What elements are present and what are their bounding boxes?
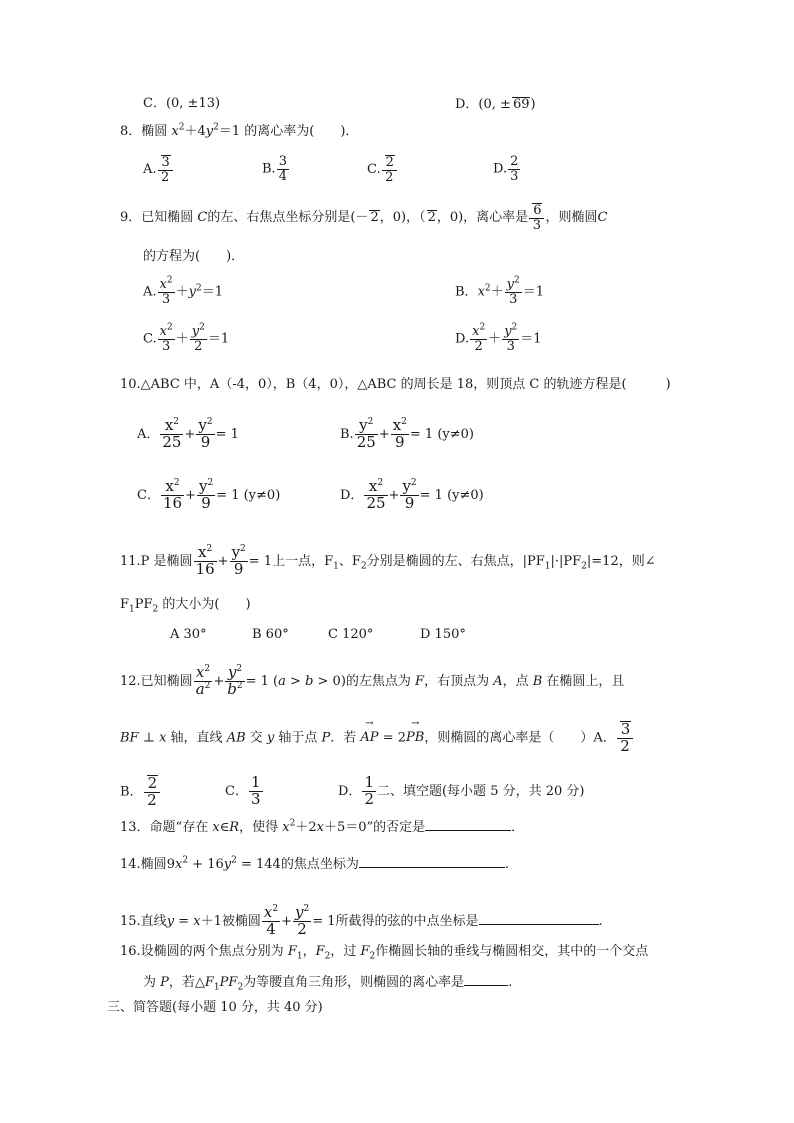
q10-option-d: D． $\frac{x^2}{25}$ + $\frac{y^2}{9}$ = 1 (y≠0): [340, 477, 484, 512]
q16-answer-blank[interactable]: [464, 973, 508, 986]
q11-option-d: D 150°: [420, 627, 466, 642]
q9-stem-line2: 的方程为( )．: [143, 249, 245, 264]
q8-option-c: C. $\frac{2}{2}$: [367, 155, 398, 184]
q11-option-a: A 30°: [170, 627, 207, 642]
section-3-heading: 三、简答题(每小题 10 分，共 40 分): [107, 1000, 323, 1015]
q13-answer-blank[interactable]: [425, 818, 511, 831]
q8-stem: 8．椭圆 $x^2+4y^2=1$ 的离心率为( )．: [120, 122, 359, 139]
q12-option-d: D． $\frac{1}{2}$ 二、填空题(每小题 5 分，共 20 分): [338, 773, 585, 808]
q10-option-a: A． $\frac{x^2}{25}$ + $\frac{y^2}{9}$ = 1: [137, 416, 239, 451]
q10-option-b: B. $\frac{y^2}{25}$ + $\frac{x^2}{9}$ = 1 (y≠0): [340, 416, 474, 451]
q8-option-b: B. $\frac{3}{4}$: [262, 154, 287, 184]
q12-stem: 12.已知椭圆 $\frac{x^2}{a^2}$ + $\frac{y^2}{b^2}$ = 1 (a > b > 0)的左焦点为 F，右顶点为 A，点 B 在椭圆上，且: [120, 663, 625, 698]
q15-answer-blank[interactable]: [479, 912, 599, 925]
q16-stem: 16.设椭圆的两个焦点分别为 $F_1$，$F_2$，过 $F_2$作椭圆长轴的垂线与椭圆相交，其中的一个交点: [120, 944, 649, 962]
q10-stem: 10.△ABC 中，A（-4，0），B（4，0），△ABC 的周长是 18，则顶点 C 的轨迹方程是( ): [120, 377, 671, 392]
q8-option-a: A. $\frac{3}{2}$: [143, 155, 174, 184]
q9-stem: 9．已知椭圆 C的左、右焦点坐标分别是(－ 2，0)，（ 2，0)，离心率是 $\frac{6}{3}$ ，则椭圆C: [120, 203, 608, 233]
q14-stem: 14.椭圆$9x^2 + 16y^2 = 144$的焦点坐标为 .: [120, 855, 509, 872]
q15-stem: 15.直线y = x＋1被椭圆 $\frac{x^2}{4}$ + $\frac{y^2}{2}$ = 1所截得的弦的中点坐标是 .: [120, 903, 603, 938]
q11-option-c: C 120°: [328, 627, 374, 642]
q9-option-d: D. $\frac{x^2}{2}$ ＋ $\frac{y^2}{3}$ ＝1: [455, 322, 542, 354]
q12-stem-line2: BF ⊥ x 轴，直线 AB 交 y 轴于点 P．若 → AP = 2→ PB，则椭圆的离心率是（ ）A． $\frac{3}{2}$: [120, 721, 634, 755]
q8-option-d: D. $\frac{2}{3}$: [493, 154, 519, 184]
section-2-heading: 二、填空题(每小题 5 分，共 20 分): [376, 783, 585, 799]
q7-option-d: D．(0, ± 69): [455, 97, 536, 112]
q11-stem: 11.P 是椭圆 $\frac{x^2}{16}$ + $\frac{y^2}{9}$ = 1上一点，$F_1$、$F_2$分别是椭圆的左、右焦点，$|PF_1|\cdot|PF_2|=12$，则∠: [120, 543, 656, 578]
q9-option-b: B．$x^2+$ $\frac{y^2}{3}$ ＝1: [455, 275, 545, 307]
q9-option-a: A. $\frac{x^2}{3}$ $+y^2=1$: [143, 275, 223, 307]
q11-stem-line2: $F_1PF_2$ 的大小为( ): [120, 597, 251, 615]
q12-option-c: C． $\frac{1}{3}$: [225, 773, 261, 808]
q9-option-c: C. $\frac{x^2}{3}$ ＋ $\frac{y^2}{2}$ ＝1: [143, 322, 230, 354]
q14-answer-blank[interactable]: [359, 855, 505, 868]
q13-stem: 13．命题“存在 x∈R，使得 $x^2+2x+5=0$”的否定是 ．: [120, 818, 525, 835]
q7-option-c: C．(0, ±13): [143, 96, 221, 111]
q16-stem-line2: 为 P，若$\triangle F_1PF_2$为等腰直角三角形，则椭圆的离心率是 .: [143, 975, 513, 993]
q11-option-b: B 60°: [252, 627, 289, 642]
q12-option-b: B． $\frac{2}{2}$: [120, 775, 161, 809]
q10-option-c: C． $\frac{x^2}{16}$ + $\frac{y^2}{9}$ = 1 (y≠0): [137, 477, 281, 512]
